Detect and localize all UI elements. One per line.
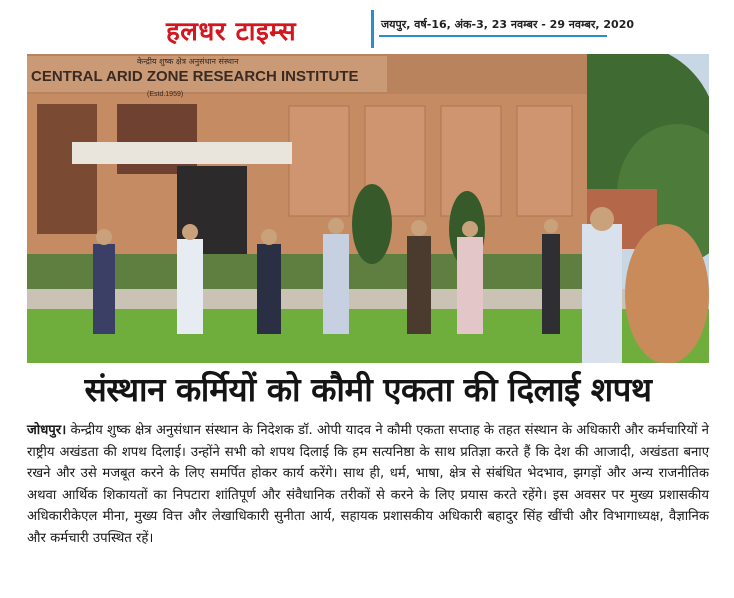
person bbox=[625, 224, 709, 363]
headline: संस्थान कर्मियों को कौमी एकता की दिलाई शपथ bbox=[84, 370, 652, 409]
shrub bbox=[352, 184, 392, 264]
article-body bbox=[27, 420, 709, 550]
person-head bbox=[328, 218, 344, 234]
entrance-canopy bbox=[72, 142, 292, 164]
person-head bbox=[544, 219, 558, 233]
newspaper-name: हलधर टाइम्स bbox=[166, 17, 297, 47]
person bbox=[177, 239, 203, 334]
person-head bbox=[590, 207, 614, 231]
masthead bbox=[0, 0, 734, 52]
wall-panel bbox=[517, 106, 572, 216]
person bbox=[582, 224, 622, 363]
person bbox=[93, 244, 115, 334]
wall-panel bbox=[289, 106, 349, 216]
person bbox=[457, 237, 483, 334]
person bbox=[407, 236, 431, 334]
person-head bbox=[462, 221, 478, 237]
article-text: केन्द्रीय शुष्क क्षेत्र अनुसंधान संस्थान के निदेशक डॉ. ओपी यादव ने कौमी एकता सप्ताह के तहत संस्थान के अधिकारी और कर्मचारियों ने राष्ट्रीय अखंडता की शपथ दिलाई। उन्होंने सभी को शपथ दिलाई कि हम सत्यनिष्ठा के साथ प्रतिज्ञा करते हैं कि देश की आजादी, अखंडता बनाए रखने और उसे मजबूत करने के लिए समर्पित होकर कार्य करेंगे। साथ ही, धर्म, भाषा, क्षेत्र से संबंधित भेदभाव, झगड़ों और अन्य राजनीतिक अथवा आर्थिक शिकायतों का निपटारा शांतिपूर्ण और संवैधानिक तरीकों से करने के लिए प्रयास करते रहेंगे। इस अवसर पर मुख्य प्रशासकीय अधिकारीकेएल मीना, मुख्य वित्त और लेखाधिकारी सुनीता आर्य, सहायक प्रशासकीय अधिकारी बहादुर सिंह खींची और विभागाध्यक्ष, वैज्ञानिक और कर्मचारी उपस्थित रहें। bbox=[27, 423, 709, 546]
person-head bbox=[411, 220, 427, 236]
building-sign: CENTRAL ARID ZONE RESEARCH INSTITUTE bbox=[31, 68, 359, 85]
photo-illustration bbox=[27, 54, 709, 363]
dateline-rule bbox=[379, 35, 607, 37]
person bbox=[323, 234, 349, 334]
article-dateline: जोधपुर। bbox=[27, 423, 67, 438]
building-sign-hindi: केन्द्रीय शुष्क क्षेत्र अनुसंधान संस्थान bbox=[137, 57, 239, 66]
masthead-divider bbox=[371, 10, 374, 48]
issue-dateline: जयपुर, वर्ष-16, अंक-3, 23 नवम्बर - 29 नवम्बर, 2020 bbox=[381, 18, 635, 31]
person-head bbox=[182, 224, 198, 240]
person-head bbox=[96, 229, 112, 245]
window bbox=[37, 104, 97, 234]
establishment-year: (Estd.1959) bbox=[147, 91, 184, 98]
person bbox=[542, 234, 560, 334]
news-photo bbox=[27, 54, 709, 363]
person-head bbox=[261, 229, 277, 245]
person bbox=[257, 244, 281, 334]
